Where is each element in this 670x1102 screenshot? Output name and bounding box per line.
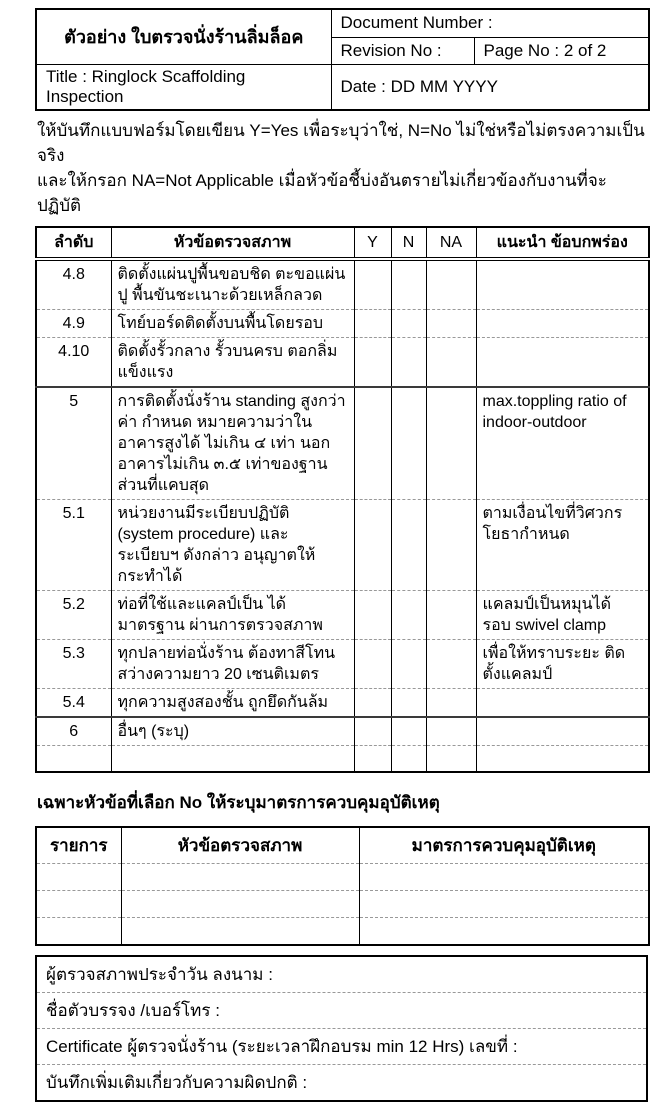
no-measures-blank-row — [36, 891, 649, 918]
certificate-number-label: Certificate ผู้ตรวจนั่งร้าน (ระยะเวลาฝึกอบรม min 12 Hrs) เลขที่ : — [36, 1028, 647, 1064]
n-cell — [391, 639, 426, 688]
na-cell — [426, 590, 476, 639]
row-number: 6 — [36, 717, 111, 746]
n-cell — [391, 337, 426, 387]
row-item: ติดตั้งแผ่นปูพื้นขอบชิด ตะขอแผ่นปู พื้นขันชะเนาะด้วยเหล็กลวด — [111, 259, 354, 310]
y-cell — [354, 337, 391, 387]
inspector-signature-label: ผู้ตรวจสภาพประจำวัน ลงนาม : — [46, 964, 273, 984]
row-number: 5.2 — [36, 590, 111, 639]
row-note — [476, 717, 649, 746]
col-header-item-no: รายการ — [36, 827, 121, 864]
col-header-note: แนะนำ ข้อบกพร่อง — [476, 227, 649, 259]
col-header-no-answer: N — [391, 227, 426, 259]
table-row-5-3 — [36, 639, 649, 688]
row-item: ติดตั้งรั้วกลาง รั้วบนครบ ตอกลิ่ม แข็งแรง — [111, 337, 354, 387]
y-cell — [354, 259, 391, 310]
item-cell — [121, 891, 359, 918]
row-number: 4.8 — [36, 259, 111, 310]
row-item: การติดตั้งนั่งร้าน standing สูงกว่าค่า กำหนด หมายความว่าในอาคารสูงได้ ไม่เกิน ๔ เท่า นอกอาคารไม่เกิน ๓.๕ เท่าของฐานส่วนที่แคบสุด — [111, 387, 354, 500]
col-header-item: หัวข้อตรวจสภาพ — [121, 827, 359, 864]
instruction-line-2: และให้กรอก NA=Not Applicable เมื่อหัวข้อชี้บ่งอันตรายไม่เกี่ยวข้องกับงานที่จะปฏิบัติ — [37, 170, 607, 215]
na-cell — [426, 688, 476, 717]
table-row-4-8 — [36, 259, 649, 310]
instruction-line-1: ให้บันทึกแบบฟอร์มโดยเขียน Y=Yes เพื่อระบุว่าใช่, N=No ไม่ใช่หรือไม่ตรงความเป็นจริง — [37, 120, 645, 165]
row-note: แคลมป์เป็นหมุนได้ รอบ swivel clamp — [476, 590, 649, 639]
col-header-measure: มาตรการควบคุมอุบัติเหตุ — [359, 827, 649, 864]
row-item: หน่วยงานมีระเบียบปฏิบัติ (system procedure) และระเบียบฯ ดังกล่าว อนุญาตให้กระทำได้ — [111, 499, 354, 590]
row-item: โทย์บอร์ดติดตั้งบนพื้นโดยรอบ — [111, 309, 354, 337]
no-measures-section-title: เฉพาะหัวข้อที่เลือก No ให้ระบุมาตรการควบคุมอุบัติเหตุ — [37, 793, 440, 812]
document-number-label: Document Number : — [331, 9, 649, 37]
row-note — [476, 259, 649, 310]
table-row-5-2 — [36, 590, 649, 639]
y-cell — [354, 639, 391, 688]
n-cell — [391, 717, 426, 746]
na-cell — [426, 337, 476, 387]
item-cell — [121, 864, 359, 891]
na-cell — [426, 259, 476, 310]
table-row-5-4 — [36, 688, 649, 717]
signature-table — [35, 955, 648, 1102]
item-no-cell — [36, 918, 121, 945]
item-no-cell — [36, 891, 121, 918]
na-cell — [426, 717, 476, 746]
row-number: 4.9 — [36, 309, 111, 337]
y-cell — [354, 745, 391, 772]
n-cell — [391, 688, 426, 717]
no-measures-table — [35, 826, 650, 946]
n-cell — [391, 499, 426, 590]
inspection-table — [35, 226, 650, 774]
row-number: 5 — [36, 387, 111, 500]
additional-notes-label: บันทึกเพิ่มเติมเกี่ยวกับความผิดปกติ : — [36, 1064, 647, 1101]
row-number: 5.1 — [36, 499, 111, 590]
table-row-5-1 — [36, 499, 649, 590]
row-item: ทุกปลายท่อนั่งร้าน ต้องทาสีโทน สว่างความยาว 20 เซนติเมตร — [111, 639, 354, 688]
form-title-thai: ตัวอย่าง ใบตรวจนั่งร้านลิ่มล็อค — [36, 9, 331, 64]
row-note — [476, 337, 649, 387]
y-cell — [354, 499, 391, 590]
row-number: 5.3 — [36, 639, 111, 688]
signature-row — [36, 992, 647, 1028]
table-row-blank — [36, 745, 649, 772]
page-number-label: Page No : 2 of 2 — [474, 37, 649, 64]
y-cell — [354, 688, 391, 717]
printed-name-phone-label: ชื่อตัวบรรจง /เบอร์โทร : — [36, 992, 647, 1028]
y-cell — [354, 387, 391, 500]
item-no-cell — [36, 864, 121, 891]
col-header-yes: Y — [354, 227, 391, 259]
date-label: Date : DD MM YYYY — [331, 64, 649, 110]
no-measures-header-row — [36, 827, 649, 864]
row-note: เพื่อให้ทราบระยะ ติดตั้งแคลมป์ — [476, 639, 649, 688]
na-cell — [426, 639, 476, 688]
col-header-no: ลำดับ — [36, 227, 111, 259]
signature-row — [36, 956, 647, 993]
table-row-5 — [36, 387, 649, 500]
n-cell — [391, 309, 426, 337]
row-note — [476, 688, 649, 717]
item-cell — [121, 918, 359, 945]
y-cell — [354, 309, 391, 337]
n-cell — [391, 590, 426, 639]
measure-cell — [359, 891, 649, 918]
row-number: 4.10 — [36, 337, 111, 387]
row-note: ตามเงื่อนไขที่วิศวกร โยธากำหนด — [476, 499, 649, 590]
table-row-6 — [36, 717, 649, 746]
row-item: ท่อที่ใช้และแคลป์เป็น ได้มาตรฐาน ผ่านการตรวจสภาพ — [111, 590, 354, 639]
measure-cell — [359, 864, 649, 891]
n-cell — [391, 387, 426, 500]
row-item: ทุกความสูงสองชั้น ถูกยึดกันล้ม — [111, 688, 354, 717]
fill-instructions — [37, 118, 650, 218]
n-cell — [391, 745, 426, 772]
no-measures-blank-row — [36, 864, 649, 891]
row-number: 5.4 — [36, 688, 111, 717]
signature-row — [36, 1064, 647, 1101]
signature-row — [36, 1028, 647, 1064]
row-item — [111, 745, 354, 772]
document-header-table — [35, 8, 650, 111]
row-item: อื่นๆ (ระบุ) — [111, 717, 354, 746]
revision-label: Revision No : — [331, 37, 474, 64]
row-note — [476, 745, 649, 772]
y-cell — [354, 590, 391, 639]
no-measures-blank-row — [36, 918, 649, 945]
na-cell — [426, 745, 476, 772]
inspection-table-header-row — [36, 227, 649, 259]
row-number — [36, 745, 111, 772]
table-row-4-10 — [36, 337, 649, 387]
n-cell — [391, 259, 426, 310]
na-cell — [426, 499, 476, 590]
form-title-english: Title : Ringlock Scaffolding Inspection — [36, 64, 331, 110]
na-cell — [426, 309, 476, 337]
col-header-na: NA — [426, 227, 476, 259]
row-note — [476, 309, 649, 337]
col-header-item: หัวข้อตรวจสภาพ — [111, 227, 354, 259]
measure-cell — [359, 918, 649, 945]
na-cell — [426, 387, 476, 500]
table-row-4-9 — [36, 309, 649, 337]
row-note: max.toppling ratio of indoor-outdoor — [476, 387, 649, 500]
y-cell — [354, 717, 391, 746]
